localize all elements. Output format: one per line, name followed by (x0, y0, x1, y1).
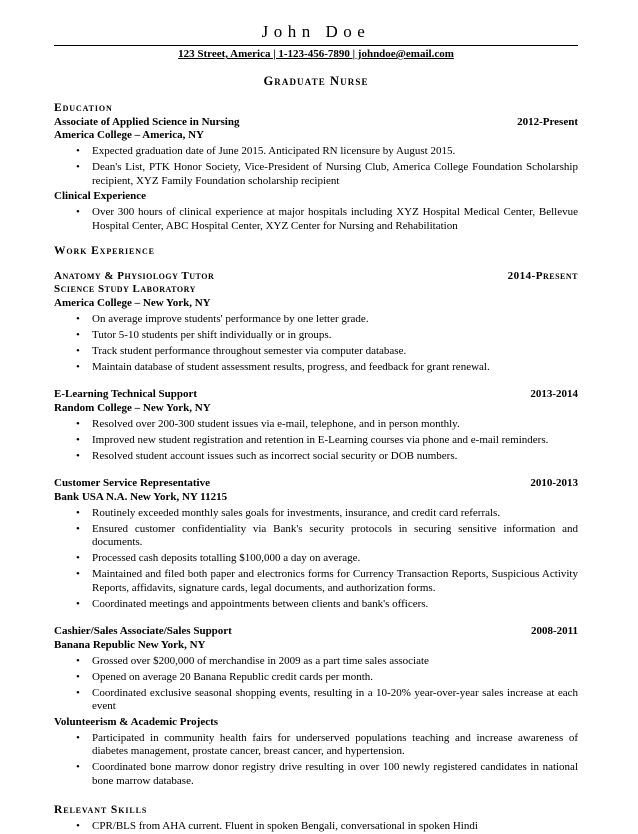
job-date: 2010-2013 (530, 477, 578, 489)
bullet-item: • Coordinated meetings and appointments between clients and bank's officers. (75, 598, 578, 612)
job-title-secondary-row (54, 283, 578, 297)
degree-bullet-list (54, 145, 578, 188)
education-heading: Education (54, 102, 113, 114)
job-bullet-list (54, 507, 578, 612)
job-anatomy-physiology-tutor (54, 270, 578, 375)
bullet-item: • Improved new student registration and retention in E-Learning courses via phone and e-mail reminders. (75, 434, 578, 448)
header-rule (54, 45, 578, 46)
job-title: Anatomy & Physiology Tutor (54, 269, 215, 282)
volunteerism-subheading: Volunteerism & Academic Projects (54, 715, 219, 728)
job-org: Banana Republic New York, NY (54, 638, 206, 651)
bullet-item: • Processed cash deposits totalling $100,000 a day on average. (75, 552, 578, 566)
bullet-item: • Coordinated bone marrow donor registry drive resulting in over 100 newly registered candidates in national bone marrow database. (75, 761, 578, 788)
bullet-item: • Participated in community health fairs for underserved populations teaching and increase awareness of diabetes management, prostate cancer, breast cancer, and hypertension. (75, 732, 578, 759)
relevant-skills-heading: Relevant Skills (54, 804, 148, 816)
bullet-item: • Tutor 5-10 students per shift individually or in groups. (75, 329, 578, 343)
job-cashier-sales-associate (54, 625, 578, 788)
bullet-item: • Resolved over 200-300 student issues via e-mail, telephone, and in person monthly. (75, 418, 578, 432)
job-bullet-list (54, 418, 578, 464)
bullet-item: • Dean's List, PTK Honor Society, Vice-President of Nursing Club, America College Foundation Scholarship recipient, XYZ Family Foundation scholarship recipient (75, 161, 578, 188)
job-title-row (54, 625, 578, 639)
bullet-item: • Over 300 hours of clinical experience at major hospitals including XYZ Hospital Medical Center, Bellevue Hospital Center, ABC Hospital Center, XYZ Center for Nursing and Rehabilitation (75, 206, 578, 233)
bullet-item: • Maintain database of student assessment results, progress, and feedback for grant renewal. (75, 361, 578, 375)
job-org: Bank USA N.A. New York, NY 11215 (54, 490, 228, 503)
bullet-item: • Ensured customer confidentiality via Bank's security protocols in securing sensitive information and documents. (75, 523, 578, 550)
bullet-item: • Maintained and filed both paper and electronics forms for Currency Transaction Reports, Suspicious Activity Reports, affidavits, signature cards, legal documents, and authorization forms. (75, 568, 578, 595)
job-date: 2013-2014 (530, 388, 578, 400)
bullet-item: • Opened on average 20 Banana Republic credit cards per month. (75, 671, 578, 685)
section-education (54, 102, 578, 233)
volunteer-bullet-list (54, 732, 578, 789)
degree-row (54, 116, 578, 130)
job-title: Customer Service Representative (54, 477, 210, 489)
job-title-row (54, 477, 578, 491)
job-title: E-Learning Technical Support (54, 388, 198, 400)
job-title: Cashier/Sales Associate/Sales Support (54, 625, 232, 637)
skills-bullet-list (54, 820, 578, 834)
clinical-bullet-list (54, 206, 578, 233)
contact-line: 123 Street, America | 1-123-456-7890 | johndoe@email.com (178, 48, 454, 60)
bullet-item: • Expected graduation date of June 2015. Anticipated RN licensure by August 2015. (75, 145, 578, 159)
job-bullet-list (54, 655, 578, 714)
job-date: 2008-2011 (530, 625, 578, 637)
degree-date: 2012-Present (517, 115, 578, 128)
degree-title: Associate of Applied Science in Nursing (54, 115, 240, 128)
bullet-item: • Resolved student account issues such as incorrect social security or DOB numbers. (75, 450, 578, 464)
person-name: John Doe (261, 22, 371, 41)
degree-school: America College – America, NY (54, 129, 204, 141)
job-org: Random College – New York, NY (54, 401, 211, 414)
job-date: 2014-Present (507, 269, 578, 282)
section-relevant-skills (54, 804, 578, 834)
job-elearning-technical-support (54, 388, 578, 463)
job-title-secondary: Science Study Laboratory (54, 283, 196, 295)
job-bullet-list (54, 313, 578, 375)
work-experience-heading: Work Experience (54, 245, 155, 257)
resume-title: Graduate Nurse (263, 73, 369, 88)
job-org: America College – New York, NY (54, 296, 211, 309)
bullet-item: • Grossed over $200,000 of merchandise in 2009 as a part time sales associate (75, 655, 578, 669)
clinical-experience-subheading: Clinical Experience (54, 190, 146, 202)
bullet-item: • On average improve students' performance by one letter grade. (75, 313, 578, 327)
bullet-item: • CPR/BLS from AHA current. Fluent in spoken Bengali, conversational in spoken Hindi (75, 820, 578, 834)
bullet-item: • Routinely exceeded monthly sales goals for investments, insurance, and credit card referrals. (75, 507, 578, 521)
section-work-experience (54, 245, 578, 788)
job-title-row (54, 388, 578, 402)
bullet-item: • Coordinated exclusive seasonal shopping events, resulting in a 10-20% year-over-year sales increase at each event (75, 687, 578, 714)
job-customer-service-representative (54, 477, 578, 611)
bullet-item: • Track student performance throughout semester via computer database. (75, 345, 578, 359)
job-title-row (54, 270, 578, 284)
